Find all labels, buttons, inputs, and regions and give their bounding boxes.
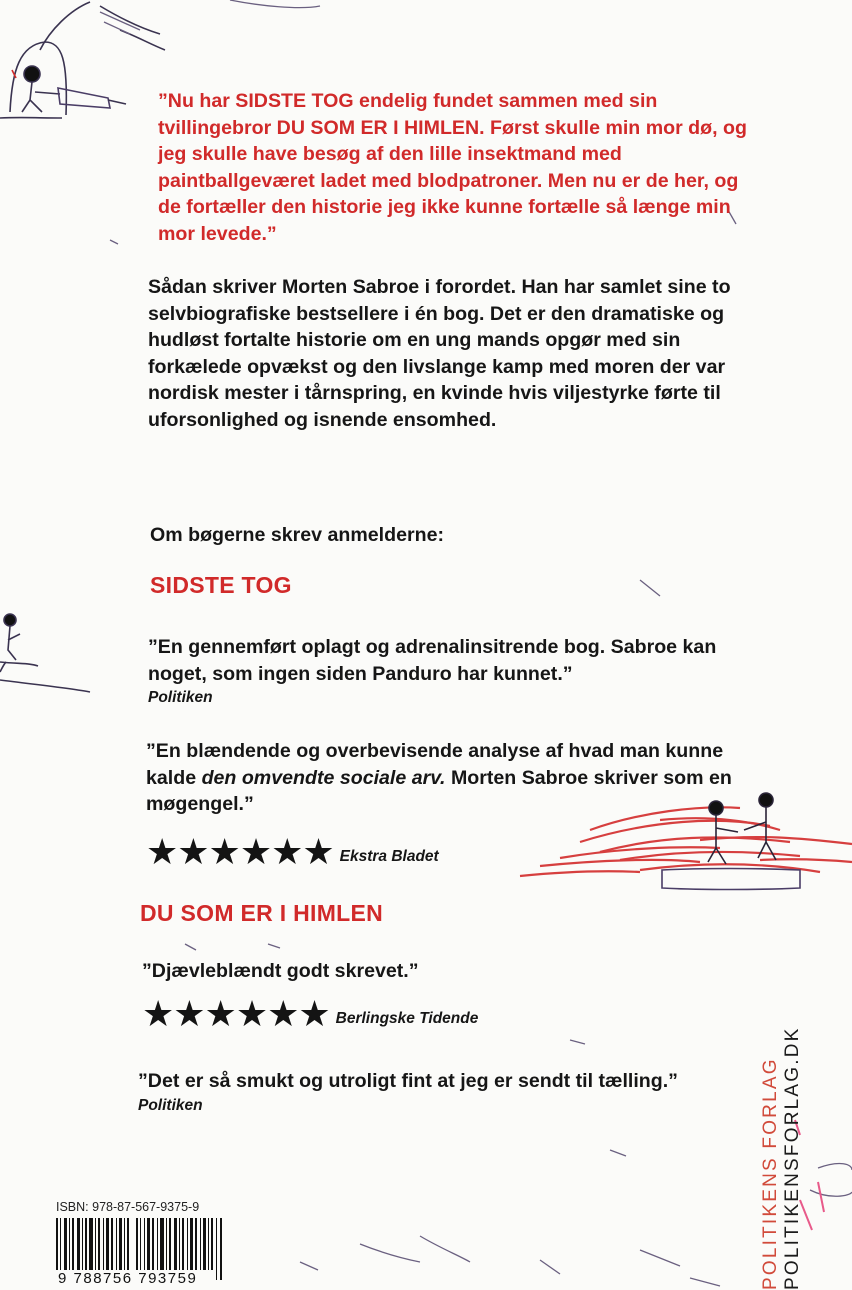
review-source: Berlingske Tidende — [335, 1010, 479, 1027]
review-quote-start: ”En blændende og overbevisende analyse af hvad man kunne kalde — [146, 740, 724, 789]
review-source: Ekstra Bladet — [339, 848, 439, 865]
intro-text: Sådan skriver Morten Sabroe i forordet. Han har samlet sine to selvbiografiske bestsellere i én bog. Det er den dramatiske og hudløst fortalte historie om en ung mands opgør med sin forkælede opvækst og den livslange kamp med moren der var nordisk mester i tårnspring, en kvinde hvis viljestyrke førte til uforsonlighed og isnende ensomhed. — [148, 276, 731, 431]
review-quote-italic: den omvendte sociale arv. — [201, 766, 446, 789]
publisher-block — [760, 1026, 804, 1290]
publisher-url: POLITIKENSFORLAG.DK — [782, 1026, 803, 1290]
book1-review2 — [146, 738, 766, 818]
foreword-quote: ”Nu har SIDSTE TOG endelig fundet sammen med sin tvillingebror DU SOM ER I HIMLEN. Først skulle min mor dø, og jeg skulle have besøg af den lille insektmand med paintballgeværet ladet med blodpatroner. Men nu er de her, og de fortæller den historie jeg ikke kunne fortælle så længe min mor levede.” — [158, 90, 747, 245]
isbn-label: ISBN: 978-87-567-9375-9 — [56, 1200, 200, 1214]
book2-review1-rating — [142, 993, 479, 1034]
review-quote-end: Morten Sabroe skriver som en møgengel.” — [146, 766, 732, 816]
review-quote: ”Det er så smukt og utroligt fint at jeg er sendt til tælling.” — [138, 1070, 678, 1092]
review-source: Politiken — [148, 689, 213, 707]
reviews-intro: Om bøgerne skrev anmelderne: — [150, 524, 445, 546]
star-rating-icon: ★★★★★★ — [146, 831, 334, 872]
book2-review2 — [138, 1068, 758, 1117]
star-rating-icon: ★★★★★★ — [142, 993, 330, 1034]
doodle-gunman-top-left — [0, 2, 165, 118]
review-quote: ”En gennemført oplagt og adrenalinsitrende bog. Sabroe kan noget, som ingen siden Panduro har kunnet.” — [148, 636, 717, 685]
doodle-stickfigure-left — [0, 614, 90, 692]
book1-review2-rating — [146, 831, 439, 872]
book2-review1 — [142, 958, 762, 985]
review-source: Politiken — [138, 1096, 203, 1114]
publisher-name: POLITIKENS FORLAG — [760, 1057, 781, 1290]
book2-title: DU SOM ER I HIMLEN — [140, 900, 384, 926]
book1-review1 — [148, 634, 768, 709]
book1-title: SIDSTE TOG — [150, 572, 292, 598]
barcode-number: 9 788756 793759 — [58, 1270, 198, 1287]
review-quote: ”Djævleblændt godt skrevet.” — [142, 960, 419, 982]
